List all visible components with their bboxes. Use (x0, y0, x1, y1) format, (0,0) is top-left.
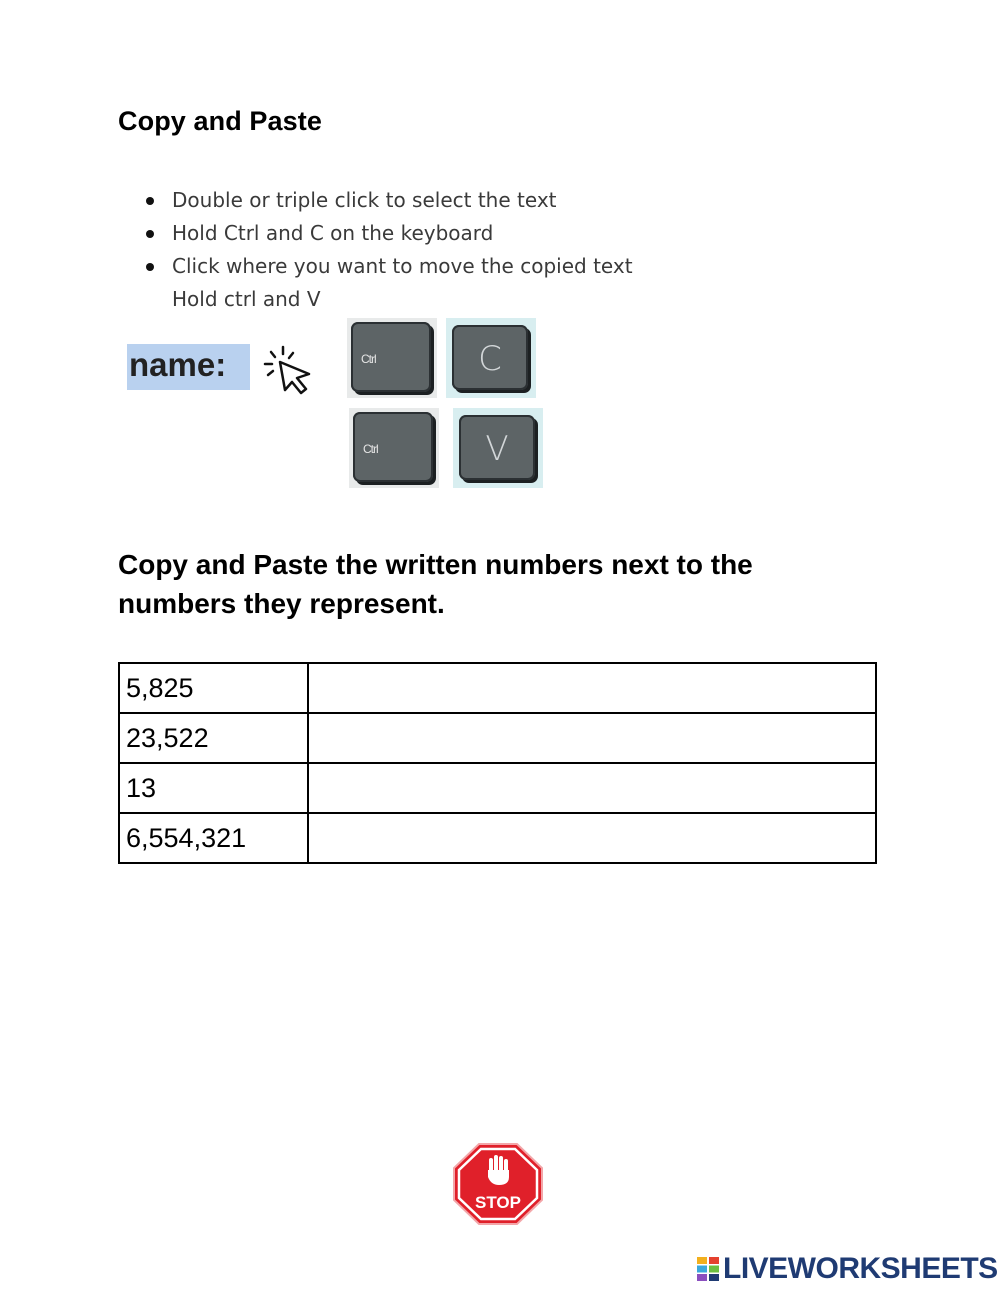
brand-blocks-icon (696, 1256, 720, 1282)
instruction-step: Click where you want to move the copied text Hold ctrl and V (142, 250, 652, 316)
instruction-step: Hold Ctrl and C on the keyboard (142, 217, 652, 250)
bullet-icon (146, 230, 154, 238)
number-cell: 5,825 (119, 663, 308, 713)
number-cell: 6,554,321 (119, 813, 308, 863)
liveworksheets-logo (696, 1252, 998, 1286)
answer-drop-cell[interactable] (308, 763, 876, 813)
answer-drop-cell[interactable] (308, 663, 876, 713)
ctrl-key-icon: Ctrl (347, 318, 437, 398)
answer-drop-cell[interactable] (308, 713, 876, 763)
bullet-icon (146, 197, 154, 205)
number-cell: 13 (119, 763, 308, 813)
brand-name: LIVEWORKSHEETS (723, 1252, 998, 1285)
number-cell: 23,522 (119, 713, 308, 763)
bullet-icon (146, 263, 154, 271)
section-title-copy-paste: Copy and Paste (118, 106, 322, 136)
ctrl-key-icon: Ctrl (349, 408, 439, 488)
stop-sign-button[interactable] (452, 1142, 544, 1226)
click-cursor-icon (262, 344, 316, 398)
answer-drop-cell[interactable] (308, 813, 876, 863)
instruction-list (142, 184, 652, 316)
c-key-icon: C (446, 318, 536, 398)
instruction-step: Double or triple click to select the text (142, 184, 652, 217)
highlighted-name-example: name: (127, 344, 250, 390)
stop-label: STOP (475, 1193, 521, 1212)
v-key-icon: V (453, 408, 543, 488)
table-row (119, 813, 876, 863)
table-row (119, 663, 876, 713)
numbers-table (118, 662, 877, 864)
table-row (119, 713, 876, 763)
table-row (119, 763, 876, 813)
section-title-exercise: Copy and Paste the written numbers next to the numbers they represent. (118, 549, 753, 619)
